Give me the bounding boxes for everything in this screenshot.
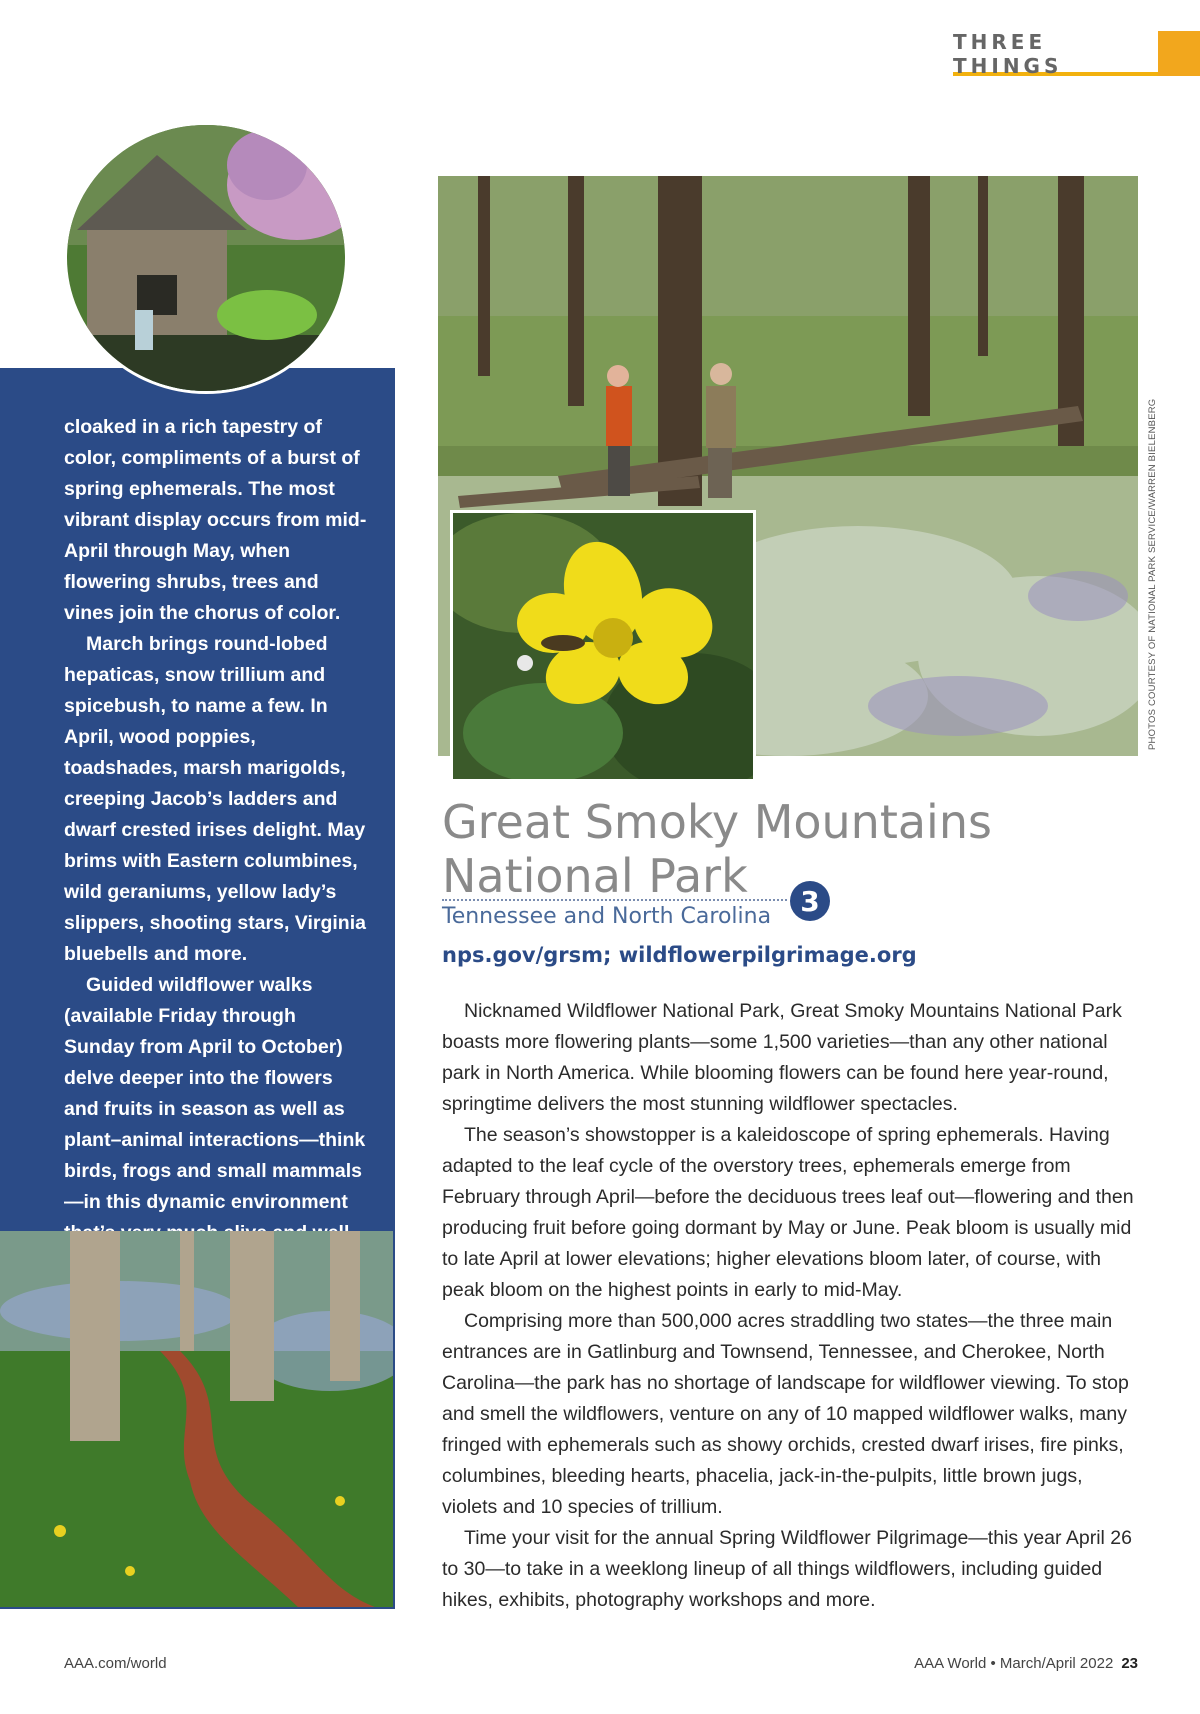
article-body	[442, 996, 1137, 1616]
sidebar-paragraph: Guided wildflower walks (available Friday through Sunday from April to October) delve deeper into the flowers and fruits in season as well as plant–animal interactions—think birds, frogs and small mammals—in this dynamic environment	[64, 974, 366, 1213]
section-tag-label: THREE THINGS	[953, 30, 1063, 78]
article-title: Great Smoky Mountains National Park	[442, 795, 992, 903]
article-paragraph: Comprising more than 500,000 acres straddling two states—the three main entrances are in Gatlinburg and Townsend, Tennessee, and Cherokee, North Carolina—the park has no shortage of landscape for wildflower viewing. To stop and smell the wildflowers, venture on any of 10 mapped wildflower walks, many fringed with ephemerals such as showy orchids, crested dwarf irises, fire pinks, columbines, bleeding hearts, phacelia, jack-in-the-pulpits, little brown jugs, violets and 10 species of trillium.	[442, 1310, 1129, 1518]
sidebar-paragraph: March brings round-lobed hepaticas, snow trillium and spicebush, to name a few. In April, wood poppies, toadshades, marsh marigolds, creeping Jacob’s ladders and dwarf crested irises delight. May brims with Eastern columbines, wild geraniums, yellow lady’s slippers, shooting stars, Virginia bluebells and more.	[64, 633, 366, 965]
section-accent-block	[1158, 31, 1200, 76]
page-number: 23	[1121, 1655, 1138, 1672]
section-tag	[953, 30, 1158, 78]
article-subtitle: Tennessee and North Carolina	[442, 904, 772, 929]
footer-website: AAA.com/world	[64, 1655, 167, 1672]
article-paragraph: Nicknamed Wildflower National Park, Great Smoky Mountains National Park boasts more flowering plants—some 1,500 varieties—than any other national park in North America. While blooming flowers can be found here year-round, springtime delivers the most stunning wildflower spectacles.	[442, 1000, 1122, 1115]
sidebar-panel	[0, 368, 395, 1231]
footer-issue	[914, 1655, 1138, 1672]
yellow-flower-photo	[450, 510, 756, 782]
footer-issue-label: AAA World • March/April 2022	[914, 1655, 1114, 1672]
item-number-badge: 3	[790, 881, 830, 921]
photo-credit: PHOTOS COURTESY OF NATIONAL PARK SERVICE/WARREN BIELENBERG	[1147, 398, 1158, 750]
article-paragraph: Time your visit for the annual Spring Wildflower Pilgrimage—this year April 26 to 30—to take in a weeklong lineup of all things wildflowers, including guided hikes, exhibits, photography workshops and more.	[442, 1527, 1132, 1611]
title-divider	[442, 899, 787, 901]
wildflower-trail-photo	[0, 1231, 395, 1609]
springhouse-photo	[64, 122, 348, 394]
article-paragraph: The season’s showstopper is a kaleidoscope of spring ephemerals. Having adapted to the leaf cycle of the overstory trees, ephemerals emerge from February through April—before the deciduous trees leaf out—flowering and then producing fruit before going dormant by May or June. Peak bloom is usually mid to late April at lower elevations; higher elevations bloom later, of course, with peak bloom on the highest points in early to mid-May.	[442, 1124, 1134, 1301]
sidebar-paragraph: cloaked in a rich tapestry of color, compliments of a burst of spring ephemerals. The most vibrant display occurs from mid-April through May, when flowering shrubs, trees and vines join the chorus of color.	[64, 416, 367, 624]
article-websites[interactable]: nps.gov/grsm; wildflowerpilgrimage.org	[442, 943, 917, 967]
